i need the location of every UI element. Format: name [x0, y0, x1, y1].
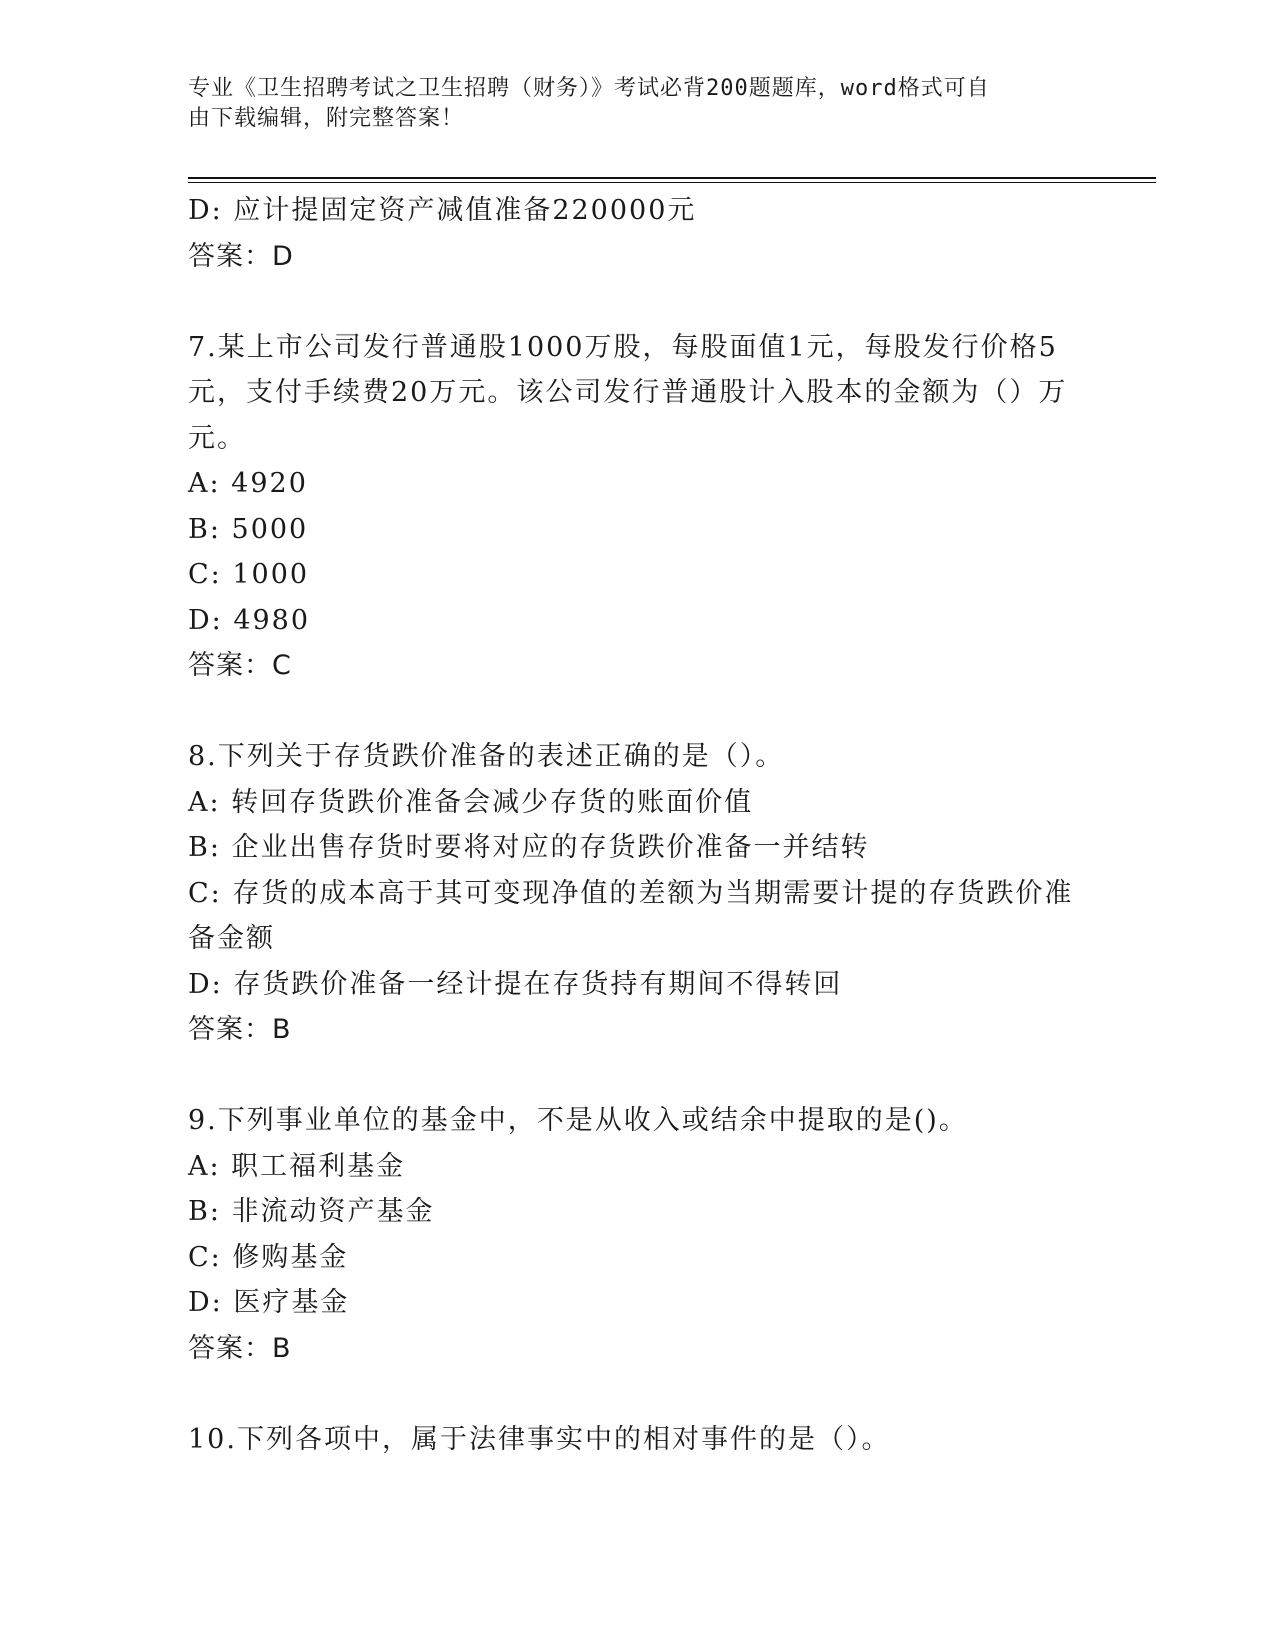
question-9 [188, 1098, 1088, 1371]
spacer [188, 1053, 1088, 1099]
answer-label: 答案：D [188, 240, 294, 272]
spacer [188, 1371, 1088, 1417]
option-a: A: 转回存货跌价准备会减少存货的账面价值 [188, 786, 754, 818]
question-7 [188, 325, 1088, 689]
question-8 [188, 734, 1088, 1053]
question-list [188, 188, 1088, 1462]
option-c-continued: 备金额 [188, 923, 275, 954]
question-6-tail [188, 188, 1088, 279]
answer-label: 答案：B [188, 1014, 292, 1045]
answer-label: 答案：B [188, 1332, 292, 1364]
option-d: D: 医疗基金 [188, 1287, 350, 1318]
question-stem-line: 8.下列关于存货跌价准备的表述正确的是（）。 [188, 741, 785, 772]
option-a: A: 职工福利基金 [188, 1150, 406, 1182]
question-stem-line: 7.某上市公司发行普通股1000万股，每股面值1元，每股发行价格5 [188, 331, 1058, 363]
header-title-line-2: 由下载编辑，附完整答案！ [188, 106, 465, 131]
option-d: D: 存货跌价准备一经计提在存货持有期间不得转回 [188, 968, 843, 1000]
option-d: D: 4980 [188, 604, 311, 636]
option-c: C: 修购基金 [188, 1241, 349, 1273]
option-b: B: 企业出售存货时要将对应的存货跌价准备一并结转 [188, 832, 870, 863]
header-rule-thick [188, 177, 1156, 179]
option-d: D: 应计提固定资产减值准备220000元 [188, 195, 697, 226]
answer-label: 答案：C [188, 650, 292, 681]
question-stem-line: 元，支付手续费20万元。该公司发行普通股计入股本的金额为（）万 [188, 377, 1068, 408]
option-b: B: 非流动资产基金 [188, 1196, 435, 1227]
spacer [188, 689, 1088, 735]
question-stem-line: 10.下列各项中，属于法律事实中的相对事件的是（）。 [188, 1423, 891, 1455]
header-title-line-1: 专业《卫生招聘考试之卫生招聘（财务）》考试必背200题题库，word格式可自 [188, 76, 990, 101]
document-header [188, 74, 1068, 134]
option-c: C: 1000 [188, 559, 310, 590]
spacer [188, 279, 1088, 325]
question-stem-line: 9.下列事业单位的基金中，不是从收入或结余中提取的是()。 [188, 1105, 968, 1136]
question-10 [188, 1417, 1088, 1463]
header-rule-thin [188, 182, 1156, 183]
question-stem-line: 元。 [188, 422, 246, 454]
option-a: A: 4920 [188, 468, 308, 499]
option-b: B: 5000 [188, 513, 309, 545]
option-c: C: 存货的成本高于其可变现净值的差额为当期需要计提的存货跌价准 [188, 877, 1074, 909]
